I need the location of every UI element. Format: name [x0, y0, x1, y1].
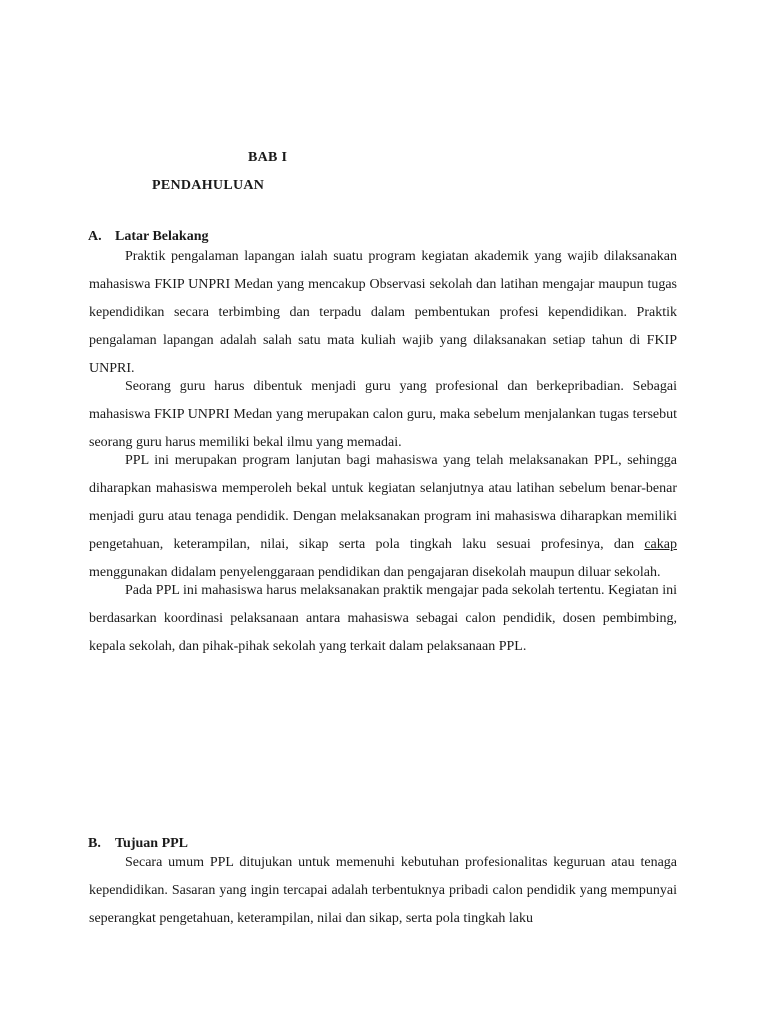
chapter-title: PENDAHULUAN [152, 178, 265, 193]
section-a-letter: A. [88, 229, 102, 244]
section-b-title: Tujuan PPL [115, 836, 189, 851]
section-a-paragraph-4: Pada PPL ini mahasiswa harus melaksanakan praktik mengajar pada sekolah tertentu. Kegiatan ini berdasarkan koordinasi pelaksanaan antara mahasiswa sebagai calon pendidik, dosen pembimbing, kepala sekolah, dan pihak-pihak sekolah yang terkait dalam pelaksanaan PPL. [89, 583, 677, 654]
section-a-paragraph-3 [89, 447, 677, 587]
paragraph-3-text-before: PPL ini merupakan program lanjutan bagi mahasiswa yang telah melaksanakan PPL, sehingga diharapkan mahasiswa memperoleh bekal untuk kegiatan selanjutnya atau latihan sebelum benar-benar menjadi guru atau tenaga pendidik. Dengan melaksanakan program ini mahasiswa diharapkan memiliki pengetahuan, keterampilan, nilai, sikap serta pola tingkah laku sesuai profesinya, dan [89, 453, 677, 552]
section-a-title: Latar Belakang [115, 229, 209, 244]
section-b-letter: B. [88, 836, 101, 851]
section-b-paragraph-1: Secara umum PPL ditujukan untuk memenuhi kebutuhan profesionalitas keguruan atau tenaga kependidikan. Sasaran yang ingin tercapai adalah terbentuknya pribadi calon pendidik yang mempunyai seperangkat pengetahuan, keterampilan, nilai dan sikap, serta pola tingkah laku [89, 855, 677, 926]
section-a-paragraph-2: Seorang guru harus dibentuk menjadi guru yang profesional dan berkepribadian. Sebagai mahasiswa FKIP UNPRI Medan yang merupakan calon guru, maka sebelum menjalankan tugas tersebut seorang guru harus memiliki bekal ilmu yang memadai. [89, 379, 677, 450]
chapter-number: BAB I [248, 150, 288, 165]
section-b-body [89, 849, 677, 933]
section-a-body [89, 243, 677, 661]
section-a-paragraph-1: Praktik pengalaman lapangan ialah suatu program kegiatan akademik yang wajib dilaksanakan mahasiswa FKIP UNPRI Medan yang mencakup Observasi sekolah dan latihan mengajar maupun tugas kependidikan secara terbimbing dan terpadu dalam pembentukan profesi kependidikan. Praktik pengalaman lapangan adalah salah satu mata kuliah wajib yang dilaksanakan setiap tahun di FKIP UNPRI. [89, 249, 677, 376]
underlined-word: cakap [644, 537, 677, 552]
paragraph-3-text-after: menggunakan didalam penyelenggaraan pendidikan dan pengajaran disekolah maupun diluar sekolah. [89, 565, 661, 580]
